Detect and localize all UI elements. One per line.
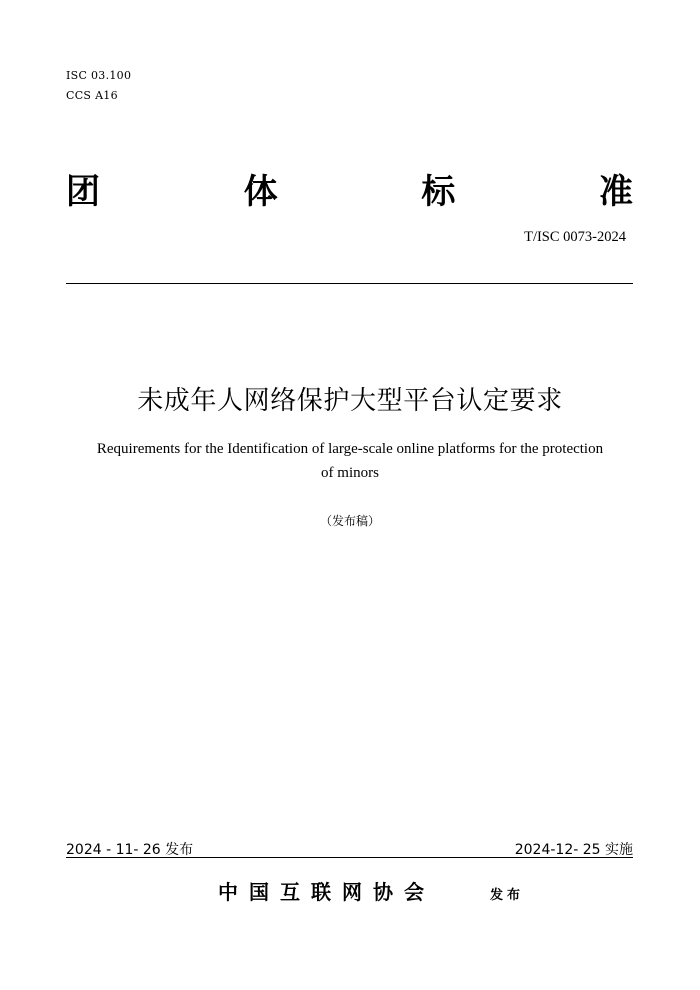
- standard-type-char: 体: [243, 172, 278, 212]
- document-stage: （发布稿）: [319, 514, 380, 528]
- chinese-title: 未成年人网络保护大型平台认定要求: [137, 386, 563, 416]
- ics-code: ISC 03.100: [66, 69, 132, 82]
- publish-date: 2024 - 11- 26 发布: [66, 842, 194, 858]
- english-title: Requirements for the Identification of large-scale online platforms for the protection of minors: [96, 441, 604, 481]
- publisher-name: 中国互联网协会: [218, 880, 435, 904]
- standard-type-heading: [66, 172, 633, 212]
- standard-type-char: 准: [598, 172, 633, 212]
- standard-type-char: 团: [66, 172, 100, 212]
- ccs-code: CCS A16: [66, 89, 118, 102]
- publisher-suffix: 发布: [490, 888, 525, 903]
- implement-date: 2024-12- 25 实施: [514, 842, 633, 858]
- top-divider: [66, 283, 633, 284]
- bottom-divider: [66, 857, 633, 858]
- standard-type-char: 标: [421, 172, 456, 212]
- standard-number: T/ISC 0073-2024: [524, 229, 626, 245]
